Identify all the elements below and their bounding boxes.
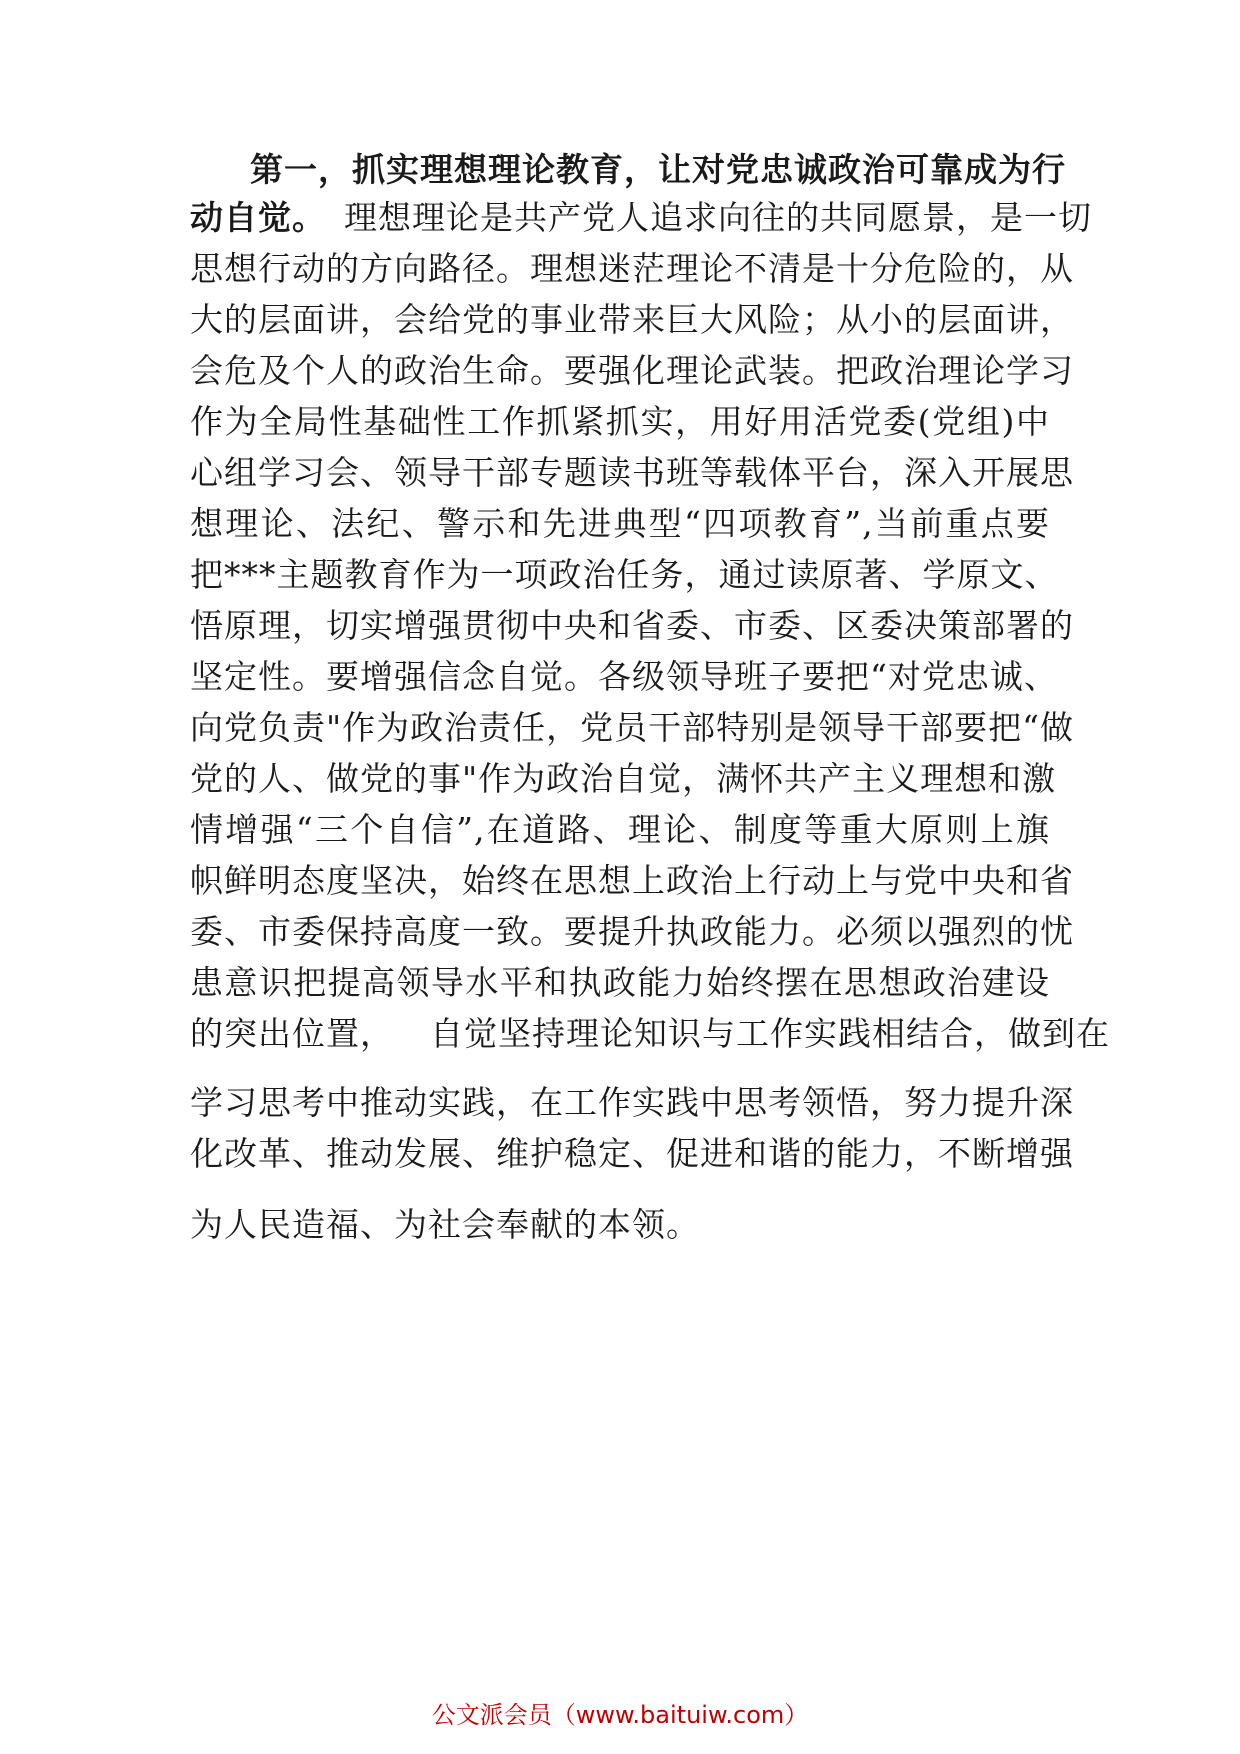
paragraph-text: 为人民造福、为社会奉献的本领。 <box>190 1205 700 1244</box>
paragraph-text: 心组学习会、领导干部专题读书班等载体平台，深入开展思 <box>190 453 1074 492</box>
paragraph-text: 想理论、法纪、警示和先进典型“四项教育”,当前重点要 <box>190 504 1050 543</box>
paragraph-text: 情增强“三个自信”,在道路、理论、制度等重大原则上旗 <box>190 810 1050 849</box>
paragraph-text: 思想行动的方向路径。理想迷茫理论不清是十分危险的，从 <box>190 249 1074 288</box>
paragraph-text: 会危及个人的政治生命。要强化理论武装。把政治理论学习 <box>190 351 1074 390</box>
paragraph-text: 坚定性。要增强信念自觉。各级领导班子要把“对党忠诚、 <box>190 657 1058 696</box>
footer-watermark <box>0 1700 1240 1730</box>
paragraph-heading-end: 动自觉。 <box>190 198 326 237</box>
paragraph-text: 向党负责"作为政治责任，党员干部特别是领导干部要把“做 <box>190 708 1075 747</box>
paragraph-text: 自觉坚持理论知识与工作实践相结合，做到在 <box>430 1014 1110 1053</box>
paragraph-text: 患意识把提高领导水平和执政能力始终摆在思想政治建设 <box>190 963 1050 1002</box>
paragraph-text: 的突出位置， <box>190 1014 394 1053</box>
paragraph-line-20 <box>190 1124 1074 1184</box>
paragraph-text: 学习思考中推动实践，在工作实践中思考领悟，努力提升深 <box>190 1083 1074 1122</box>
paragraph-text: 作为全局性基础性工作抓紧抓实，用好用活党委(党组)中 <box>190 402 1050 441</box>
paragraph-line-18 <box>190 1004 1110 1064</box>
paragraph-text: 理想理论是共产党人追求向往的共同愿景，是一切 <box>344 198 1092 237</box>
paragraph-heading: 第一，抓实理想理论教育，让对党忠诚政治可靠成为行 <box>250 150 1066 189</box>
paragraph-text: 帜鲜明态度坚决，始终在思想上政治上行动上与党中央和省 <box>190 861 1074 900</box>
paragraph-text: 悟原理，切实增强贯彻中央和省委、市委、区委决策部署的 <box>190 606 1074 645</box>
paragraph-text: 大的层面讲，会给党的事业带来巨大风险；从小的层面讲， <box>190 300 1074 339</box>
paragraph-text: 党的人、做党的事"作为政治自觉，满怀共产主义理想和激 <box>190 759 1057 798</box>
paragraph-text: 化改革、推动发展、维护稳定、促进和谐的能力，不断增强 <box>190 1134 1074 1173</box>
paragraph-text: 把***主题教育作为一项政治任务，通过读原著、学原文、 <box>190 555 1059 594</box>
paragraph-text: 委、市委保持高度一致。要提升执政能力。必须以强烈的忧 <box>190 912 1074 951</box>
paragraph-line-21 <box>190 1195 1050 1255</box>
footer-text: 公文派会员（www.baituiw.com） <box>431 1701 809 1729</box>
